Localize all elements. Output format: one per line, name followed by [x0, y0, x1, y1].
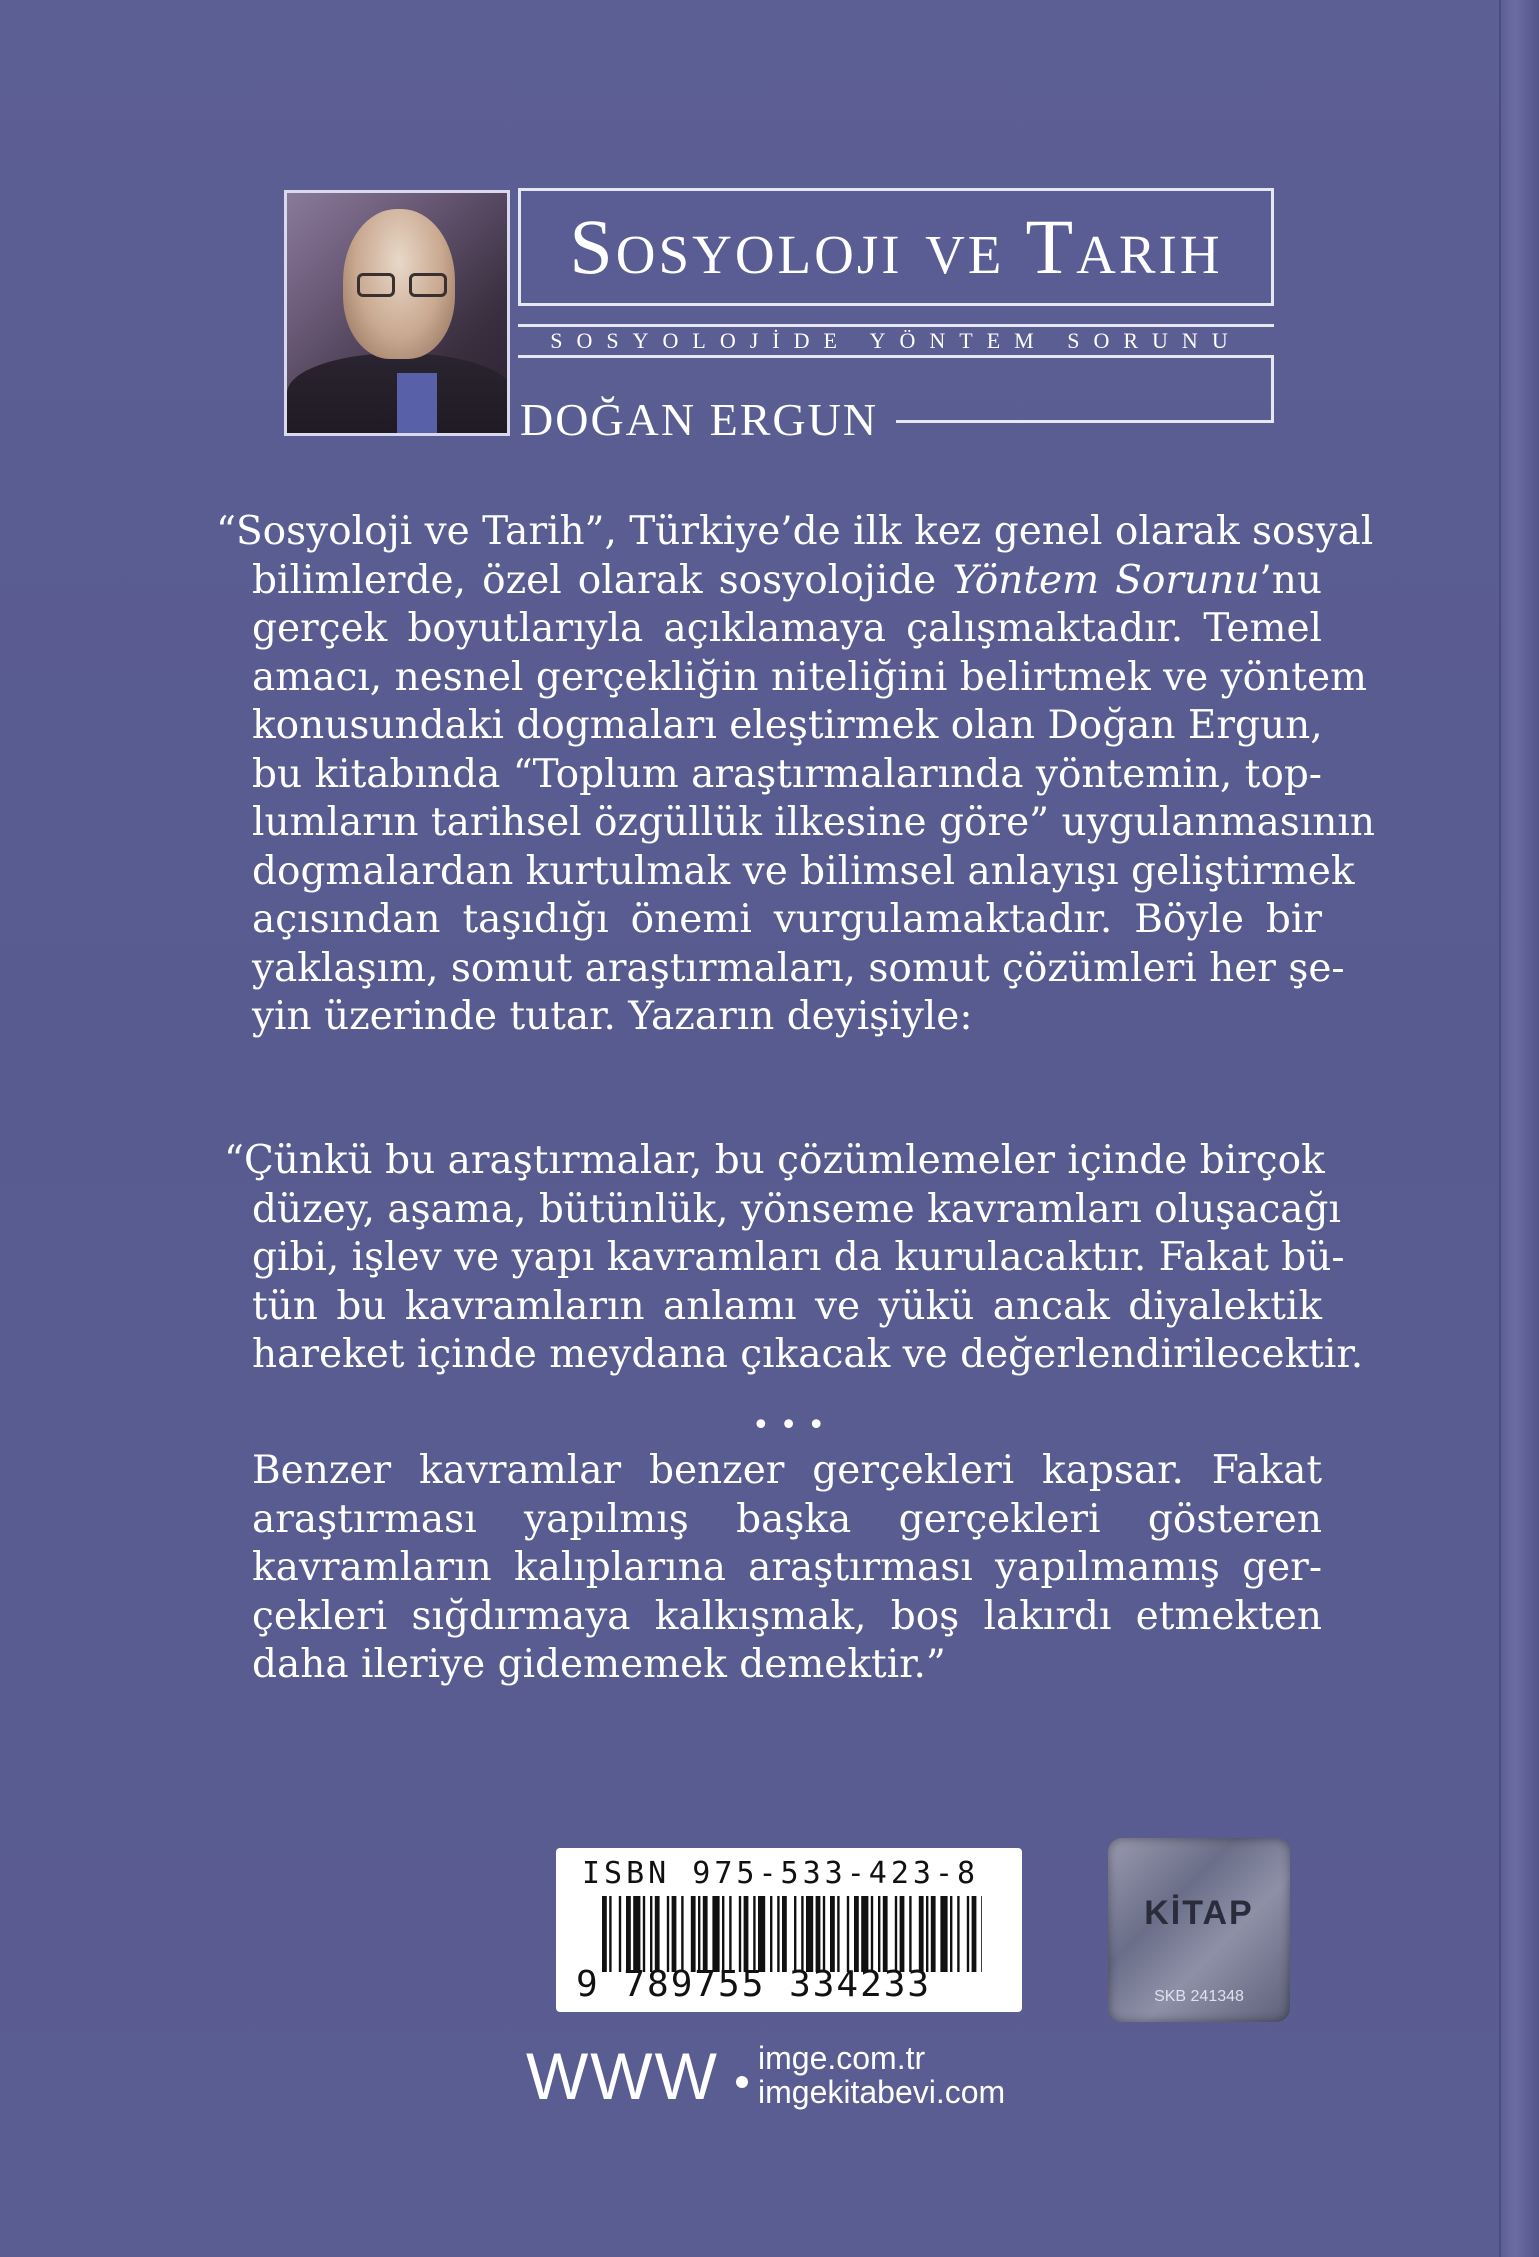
- barcode-bar: [698, 1896, 700, 1972]
- title-frame: [518, 188, 1274, 306]
- blurb-line: yin üzerinde tutar. Yazarın deyişiyle:: [252, 994, 973, 1039]
- barcode-bar: [871, 1896, 873, 1972]
- isbn-number: ISBN 975-533-423-8: [582, 1856, 980, 1891]
- barcode-icon: [602, 1896, 982, 1972]
- barcode-bar: [729, 1896, 731, 1972]
- barcode-label: [556, 1848, 1022, 2012]
- quote-line: düzey, aşama, bütünlük, yönseme kavramları oluşacağı: [252, 1186, 1341, 1232]
- blurb-line: bu kitabında “Toplum araştırmalarında yöntemin, top-: [252, 751, 1322, 797]
- photo-glasses: [357, 273, 447, 299]
- author-name: DOĞAN ERGUN: [520, 394, 879, 445]
- blurb-line: dogmalardan kurtulmak ve bilimsel anlayışı geliştirmek: [252, 848, 1355, 894]
- blurb-line: “Sosyoloji ve Tarih”, Türkiye’de ilk kez genel olarak sosyal: [216, 509, 1374, 554]
- barcode-bar: [837, 1896, 839, 1972]
- barcode-bar: [823, 1896, 825, 1972]
- barcode-bar: [619, 1896, 621, 1972]
- barcode-bar: [895, 1896, 897, 1972]
- barcode-bar: [753, 1896, 755, 1972]
- barcode-bar: [672, 1896, 677, 1972]
- quote-line: Benzer kavramlar benzer gerçekleri kapsar. Fakat: [252, 1448, 1322, 1493]
- blurb-line: konusundaki dogmaları eleştirmek olan Doğan Ergun,: [252, 703, 1323, 748]
- blurb-line: lumların tarihsel özgüllük ilkesine göre” uygulanmasının: [252, 800, 1376, 845]
- barcode-bar: [770, 1896, 772, 1972]
- barcode-bar: [782, 1896, 787, 1972]
- website-link-2[interactable]: imgekitabevi.com: [758, 2074, 1006, 2110]
- barcode-bar: [633, 1896, 640, 1972]
- barcode-bar: [703, 1896, 708, 1972]
- quote-line: tün bu kavramların anlamı ve yükü ancak diyalektik: [252, 1283, 1322, 1329]
- barcode-bar: [816, 1896, 821, 1972]
- book-subtitle: SOSYOLOJİDE YÖNTEM SORUNU: [550, 328, 1242, 353]
- barcode-bar: [830, 1896, 835, 1972]
- barcode-bar: [739, 1896, 741, 1972]
- hologram-code: SKB 241348: [1154, 1988, 1244, 2005]
- author-photo: [284, 190, 510, 436]
- quote-line: hareket içinde meydana çıkacak ve değerlendirilecektir.: [252, 1332, 1364, 1377]
- book-title: Sosyoloji ve Tarih: [569, 203, 1223, 290]
- www-prefix: WWW: [526, 2039, 719, 2113]
- website-link-1[interactable]: imge.com.tr: [758, 2040, 926, 2076]
- barcode-bar: [806, 1896, 813, 1972]
- barcode-bar: [626, 1896, 631, 1972]
- quote-paragraph-1: [224, 1137, 1364, 1380]
- frame-rule-vertical: [1271, 358, 1274, 420]
- barcode-bar: [643, 1896, 645, 1972]
- quote-paragraph-2: [224, 1447, 1322, 1690]
- barcode-bar: [878, 1896, 880, 1972]
- barcode-bar: [931, 1896, 936, 1972]
- barcode-bar: [777, 1896, 779, 1972]
- separator-dots: •••: [752, 1408, 836, 1443]
- barcode-bar: [655, 1896, 660, 1972]
- barcode-bar: [909, 1896, 911, 1972]
- photo-collar: [397, 373, 437, 436]
- barcode-bar: [854, 1896, 859, 1972]
- barcode-bar: [926, 1896, 928, 1972]
- barcode-bar: [712, 1896, 719, 1972]
- ean-number: 9 789755 334233: [576, 1964, 932, 2005]
- barcode-bar: [691, 1896, 696, 1972]
- subtitle-frame: [518, 324, 1274, 358]
- barcode-bar: [967, 1896, 969, 1972]
- barcode-bar: [950, 1896, 952, 1972]
- barcode-bar: [602, 1896, 607, 1972]
- blurb-paragraph-1: [216, 508, 1376, 1042]
- barcode-bar: [981, 1896, 982, 1972]
- blurb-line: amacı, nesnel gerçekliğin niteliğini belirtmek ve yöntem: [252, 654, 1368, 700]
- quote-line: çekleri sığdırmaya kalkışmak, boş lakırdı etmekten: [252, 1593, 1322, 1639]
- barcode-bar: [722, 1896, 724, 1972]
- quote-line: gibi, işlev ve yapı kavramları da kurulacaktır. Fakat bü-: [252, 1235, 1345, 1280]
- barcode-bar: [650, 1896, 652, 1972]
- quote-line: kavramların kalıplarına araştırması yapılmamış ger-: [252, 1545, 1322, 1590]
- bullet-icon: [736, 2076, 748, 2088]
- barcode-bar: [801, 1896, 803, 1972]
- quote-line: “Çünkü bu araştırmalar, bu çözümlemeler içinde birçok: [224, 1138, 1325, 1183]
- barcode-bar: [609, 1896, 611, 1972]
- barcode-bar: [861, 1896, 868, 1972]
- barcode-bar: [667, 1896, 669, 1972]
- blurb-line: bilimlerde, özel olarak sosyolojide Yöntem Sorunu’nu: [252, 557, 1322, 603]
- barcode-bar: [758, 1896, 765, 1972]
- barcode-bar: [681, 1896, 683, 1972]
- spine-line: [1499, 0, 1501, 2257]
- hologram-sticker: [1108, 1838, 1290, 2022]
- barcode-bar: [744, 1896, 749, 1972]
- quote-line: daha ileriye gidememek demektir.”: [252, 1642, 946, 1687]
- blurb-line: gerçek boyutlarıyla açıklamaya çalışmaktadır. Temel: [252, 606, 1322, 651]
- barcode-bar: [900, 1896, 905, 1972]
- barcode-bar: [919, 1896, 924, 1972]
- barcode-bar: [972, 1896, 977, 1972]
- barcode-bar: [957, 1896, 959, 1972]
- barcode-bar: [940, 1896, 947, 1972]
- barcode-bar: [794, 1896, 796, 1972]
- barcode-bar: [883, 1896, 888, 1972]
- blurb-line: yaklaşım, somut araştırmaları, somut çözümleri her şe-: [252, 945, 1345, 991]
- author-rule: [896, 420, 1274, 423]
- hologram-label: KİTAP: [1144, 1894, 1254, 1932]
- spine-edge: [1499, 0, 1539, 2257]
- quote-line: araştırması yapılmış başka gerçekleri gösteren: [252, 1496, 1322, 1542]
- blurb-line: açısından taşıdığı önemi vurgulamaktadır. Böyle bir: [252, 897, 1322, 942]
- barcode-bar: [847, 1896, 849, 1972]
